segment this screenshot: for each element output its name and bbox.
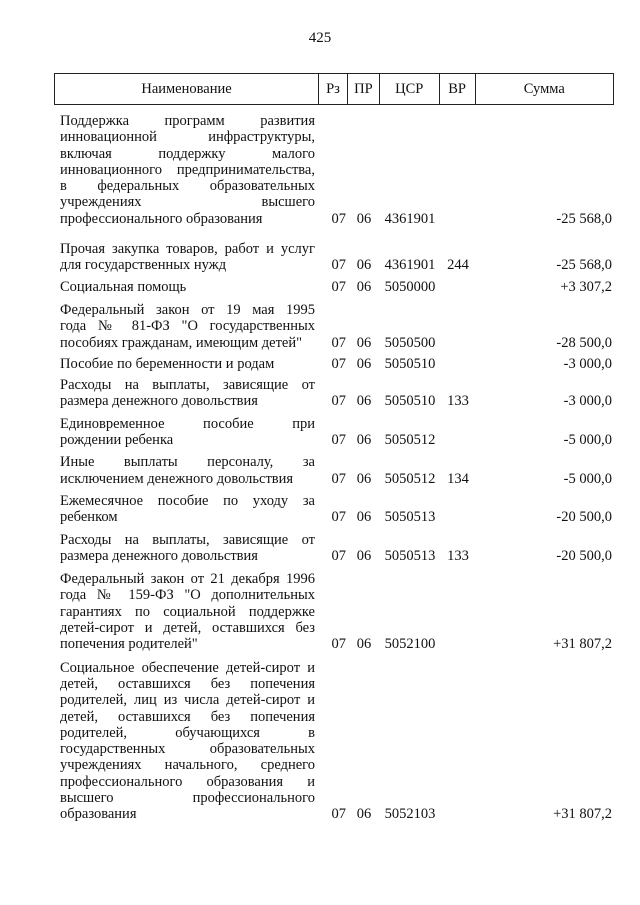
header-csr: ЦСР <box>380 74 440 104</box>
row-name-line: размера денежного довольствия <box>60 547 258 564</box>
table-row <box>54 113 614 227</box>
row-name-line: исключением денежного довольствия <box>60 470 294 487</box>
row-rz: 07 <box>331 432 346 449</box>
row-rz: 07 <box>331 355 346 372</box>
row-csr: 5050500 <box>384 334 436 351</box>
row-name-line: Ежемесячное пособие по уходу за <box>60 492 315 509</box>
row-pr: 06 <box>356 334 372 351</box>
row-rz: 07 <box>331 393 346 410</box>
row-name <box>54 493 319 526</box>
row-name-line: Социальное обеспечение детей-сирот и <box>60 659 315 676</box>
row-csr: 5050510 <box>384 355 436 372</box>
row-name-line: инновационной инфраструктуры, <box>60 129 315 146</box>
row-csr: 5052100 <box>384 636 436 653</box>
row-name-line: родителей, лиц из числа детей-сирот и <box>60 692 315 709</box>
table-row <box>54 377 614 410</box>
row-name-line: профессионального образования <box>60 210 263 227</box>
row-csr: 5052103 <box>384 806 436 823</box>
row-name-line: учреждениях высшего <box>60 194 315 211</box>
row-sum: +31 807,2 <box>553 636 612 653</box>
table-row <box>54 571 614 652</box>
row-name-line: учреждениях начального, среднего <box>60 757 315 774</box>
header-sum: Сумма <box>523 80 565 97</box>
row-name-line: пособиях гражданам, имеющим детей" <box>60 334 303 351</box>
row-name <box>54 302 319 351</box>
row-name <box>54 416 319 449</box>
table-header <box>54 73 614 105</box>
row-name <box>54 241 319 274</box>
header-rz: Рз <box>319 74 348 104</box>
row-name <box>54 660 319 823</box>
row-vr: 244 <box>447 257 469 274</box>
header-pr: ПР <box>348 74 380 104</box>
row-csr: 5050000 <box>384 278 436 295</box>
row-name-line: образования <box>60 806 137 823</box>
row-pr: 06 <box>356 806 372 823</box>
row-vr: 134 <box>447 470 469 487</box>
row-name-line: профессионального образования и <box>60 773 315 790</box>
row-pr: 06 <box>356 355 372 372</box>
row-sum: +31 807,2 <box>553 806 612 823</box>
row-name-line: государственных образовательных <box>60 741 315 758</box>
row-name-line: для государственных нужд <box>60 257 227 274</box>
row-pr: 06 <box>356 257 372 274</box>
row-name-line: Федеральный закон от 21 декабря 1996 <box>60 571 315 588</box>
row-rz: 07 <box>331 278 346 295</box>
row-sum: -20 500,0 <box>556 547 612 564</box>
row-pr: 06 <box>356 393 372 410</box>
row-pr: 06 <box>356 470 372 487</box>
row-name-line: Расходы на выплаты, зависящие от <box>60 531 315 548</box>
row-name-line: года № 81-ФЗ "О государственных <box>60 318 315 335</box>
row-sum: -25 568,0 <box>556 257 612 274</box>
row-name-line: детей-сирот и детей, оставшихся без <box>60 620 315 637</box>
row-name <box>54 113 319 227</box>
table-row <box>54 356 614 372</box>
row-pr: 06 <box>356 547 372 564</box>
row-sum: -3 000,0 <box>563 355 612 372</box>
row-name-line: в федеральных образовательных <box>60 178 315 195</box>
table-row <box>54 532 614 565</box>
row-rz: 07 <box>331 509 346 526</box>
row-pr: 06 <box>356 278 372 295</box>
row-rz: 07 <box>331 334 346 351</box>
table-row <box>54 660 614 823</box>
row-csr: 4361901 <box>384 210 436 227</box>
row-name-line: включая поддержку малого <box>60 145 315 162</box>
table-row <box>54 493 614 526</box>
row-name-line: родителей, обучающихся в <box>60 724 315 741</box>
table-row <box>54 241 614 274</box>
page-number: 425 <box>308 30 332 46</box>
row-rz: 07 <box>331 547 346 564</box>
table-row <box>54 302 614 351</box>
header-vr: ВР <box>440 74 476 104</box>
table-row <box>54 279 614 295</box>
row-csr: 5050510 <box>384 393 436 410</box>
row-pr: 06 <box>356 509 372 526</box>
row-sum: -28 500,0 <box>556 334 612 351</box>
row-name-line: рождении ребенка <box>60 432 174 449</box>
row-name-line: попечения родителей" <box>60 636 198 653</box>
row-name-line: Социальная помощь <box>60 278 187 295</box>
row-name-line: Поддержка программ развития <box>60 113 315 129</box>
row-pr: 06 <box>356 432 372 449</box>
row-sum: -5 000,0 <box>563 470 612 487</box>
row-name <box>54 356 319 372</box>
row-name-line: детей, оставшихся без попечения <box>60 708 315 725</box>
row-vr: 133 <box>447 547 469 564</box>
table-body <box>54 113 614 823</box>
row-name-line: Пособие по беременности и родам <box>60 355 275 372</box>
row-name <box>54 279 319 295</box>
row-rz: 07 <box>331 470 346 487</box>
row-name <box>54 377 319 410</box>
row-sum: -25 568,0 <box>556 210 612 227</box>
row-vr: 133 <box>447 393 469 410</box>
row-csr: 5050513 <box>384 509 436 526</box>
row-name <box>54 571 319 652</box>
row-rz: 07 <box>331 806 346 823</box>
row-rz: 07 <box>331 636 346 653</box>
row-csr: 5050513 <box>384 547 436 564</box>
row-sum: -20 500,0 <box>556 509 612 526</box>
row-pr: 06 <box>356 210 372 227</box>
row-name-line: Прочая закупка товаров, работ и услуг <box>60 241 315 258</box>
row-rz: 07 <box>331 210 346 227</box>
row-name-line: детей, оставшихся без попечения <box>60 675 315 692</box>
row-name <box>54 532 319 565</box>
row-name-line: инновационного предпринимательства, <box>60 161 315 178</box>
row-sum: -3 000,0 <box>563 393 612 410</box>
row-name-line: ребенком <box>60 509 118 526</box>
row-sum: -5 000,0 <box>563 432 612 449</box>
row-name-line: года № 159-ФЗ "О дополнительных <box>60 587 315 604</box>
header-name: Наименование <box>55 74 319 104</box>
row-name-line: высшего профессионального <box>60 789 315 806</box>
row-csr: 5050512 <box>384 470 436 487</box>
row-name-line: гарантиях по социальной поддержке <box>60 603 315 620</box>
row-name <box>54 454 319 487</box>
row-name-line: Иные выплаты персоналу, за <box>60 454 315 471</box>
row-pr: 06 <box>356 636 372 653</box>
row-name-line: Расходы на выплаты, зависящие от <box>60 377 315 394</box>
row-rz: 07 <box>331 257 346 274</box>
row-sum: +3 307,2 <box>560 278 612 295</box>
row-csr: 4361901 <box>384 257 436 274</box>
table-row <box>54 454 614 487</box>
row-name-line: Федеральный закон от 19 мая 1995 <box>60 301 315 318</box>
row-name-line: размера денежного довольствия <box>60 393 258 410</box>
row-csr: 5050512 <box>384 432 436 449</box>
row-name-line: Единовременное пособие при <box>60 415 315 432</box>
table-row <box>54 416 614 449</box>
